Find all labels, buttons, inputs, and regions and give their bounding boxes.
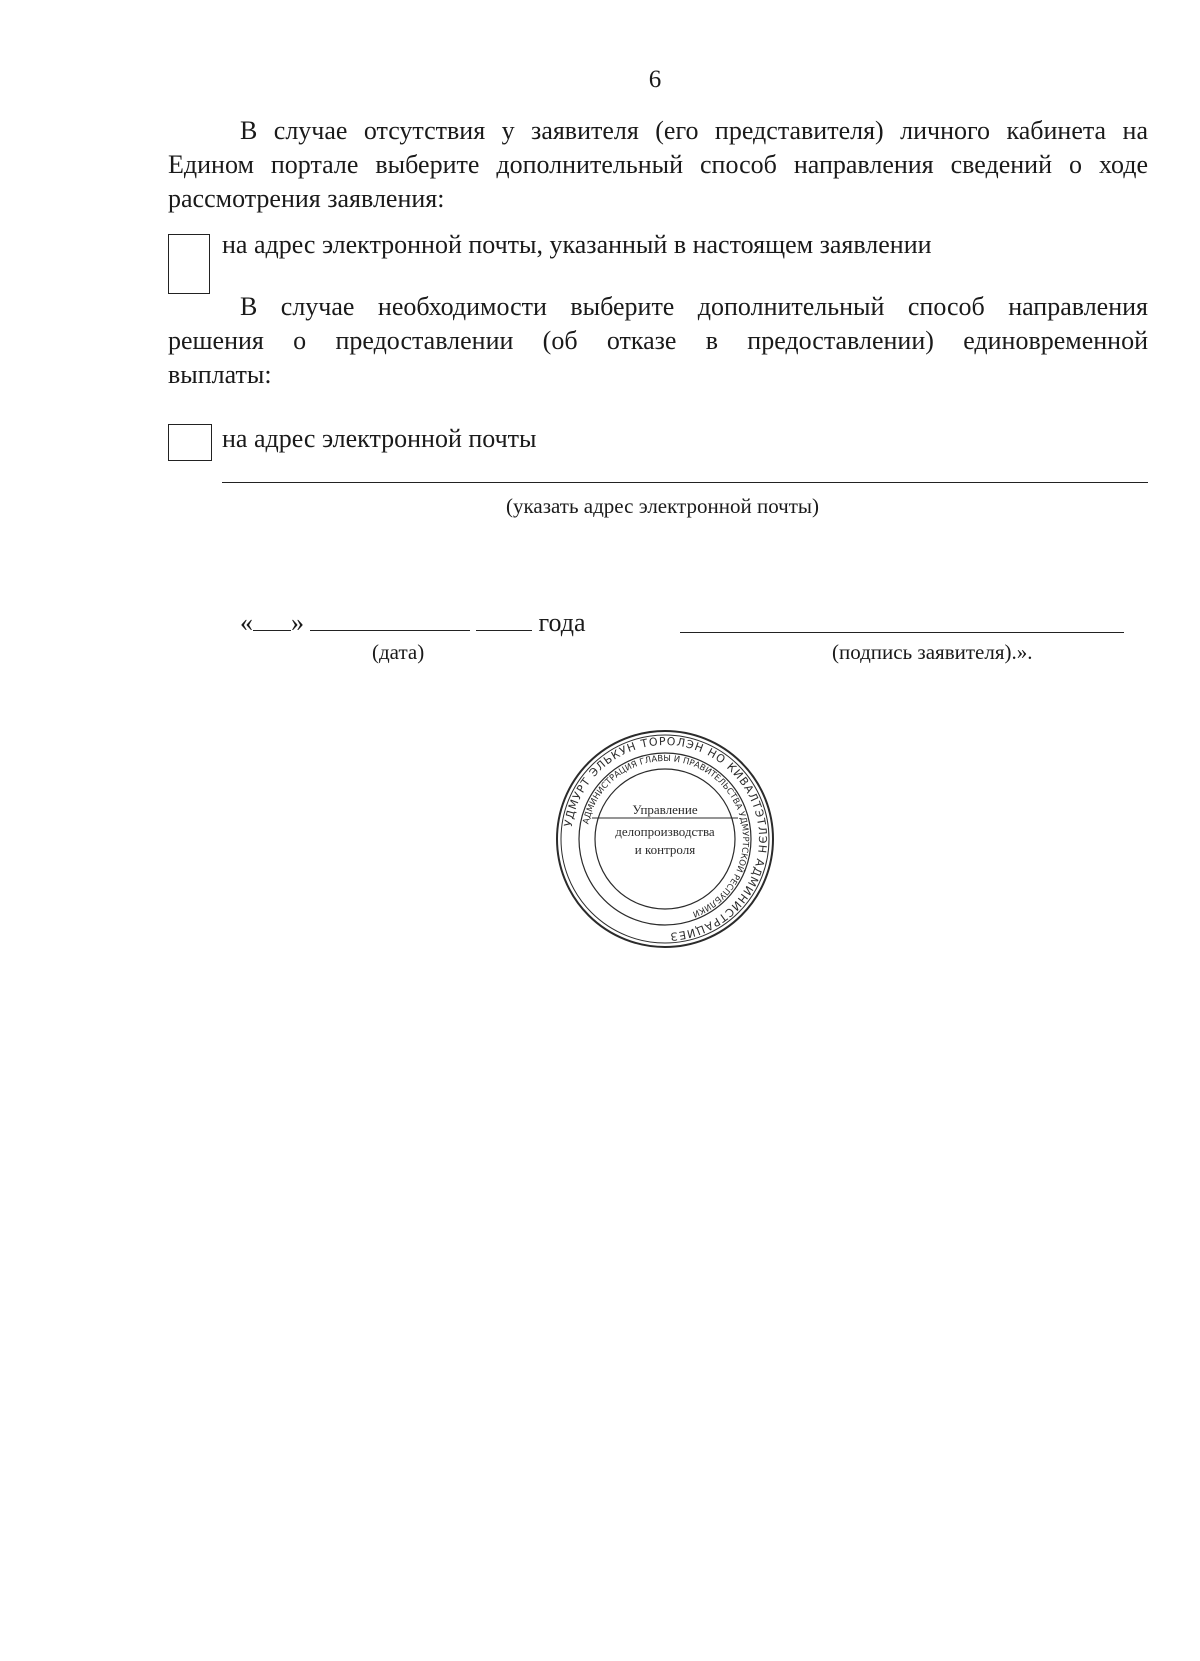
date-caption: (дата) [372,640,425,664]
date-open-quote: « [240,608,253,637]
stamp-center-line-3: и контроля [634,842,696,857]
signature-caption: (подпись заявителя).». [832,640,1033,664]
email-notification-checkbox[interactable] [168,234,210,294]
date-row [240,606,586,638]
year-word: года [538,608,586,637]
paragraph-line: рассмотрения заявления: [168,184,445,213]
paragraph-line: выплаты: [168,360,272,389]
email-decision-label: на адрес электронной почты [222,424,537,453]
email-address-field[interactable] [222,482,1148,483]
stamp-inner-text: АДМИНИСТРАЦИЯ ГЛАВЫ И ПРАВИТЕЛЬСТВА УДМУРТСКОЙ РЕСПУБЛИКИ [581,753,751,919]
year-field[interactable] [476,606,532,631]
page-number: 6 [648,66,662,93]
day-field[interactable] [253,606,291,631]
email-notification-label: на адрес электронной почты, указанный в настоящем заявлении [222,230,932,259]
paragraph-line: В случае необходимости выберите дополнительный способ направления [240,292,1148,321]
month-field[interactable] [310,606,470,631]
official-stamp-seal [554,728,776,950]
date-close-quote: » [291,608,304,637]
email-decision-checkbox[interactable] [168,424,212,461]
signature-field[interactable] [680,632,1124,633]
paragraph-no-cabinet [168,114,1148,216]
stamp-center-line-2: делопроизводства [615,824,715,839]
stamp-outer-text: УДМУРТ ЭЛЬКУН ТОРОЛЭН НО КИВАЛТЭТЛЭН АДМИНИСТРАЦИЕЗ [561,734,770,943]
email-address-caption: (указать адрес электронной почты) [506,494,819,518]
paragraph-line: решения о предоставлении (об отказе в предоставлении) единовременной [168,326,1148,355]
paragraph-line: Едином портале выберите дополнительный способ направления сведений о ходе [168,150,1148,179]
paragraph-decision-method [168,290,1148,392]
stamp-center-line-1: Управление [632,802,698,817]
paragraph-line: В случае отсутствия у заявителя (его представителя) личного кабинета на [240,116,1148,145]
